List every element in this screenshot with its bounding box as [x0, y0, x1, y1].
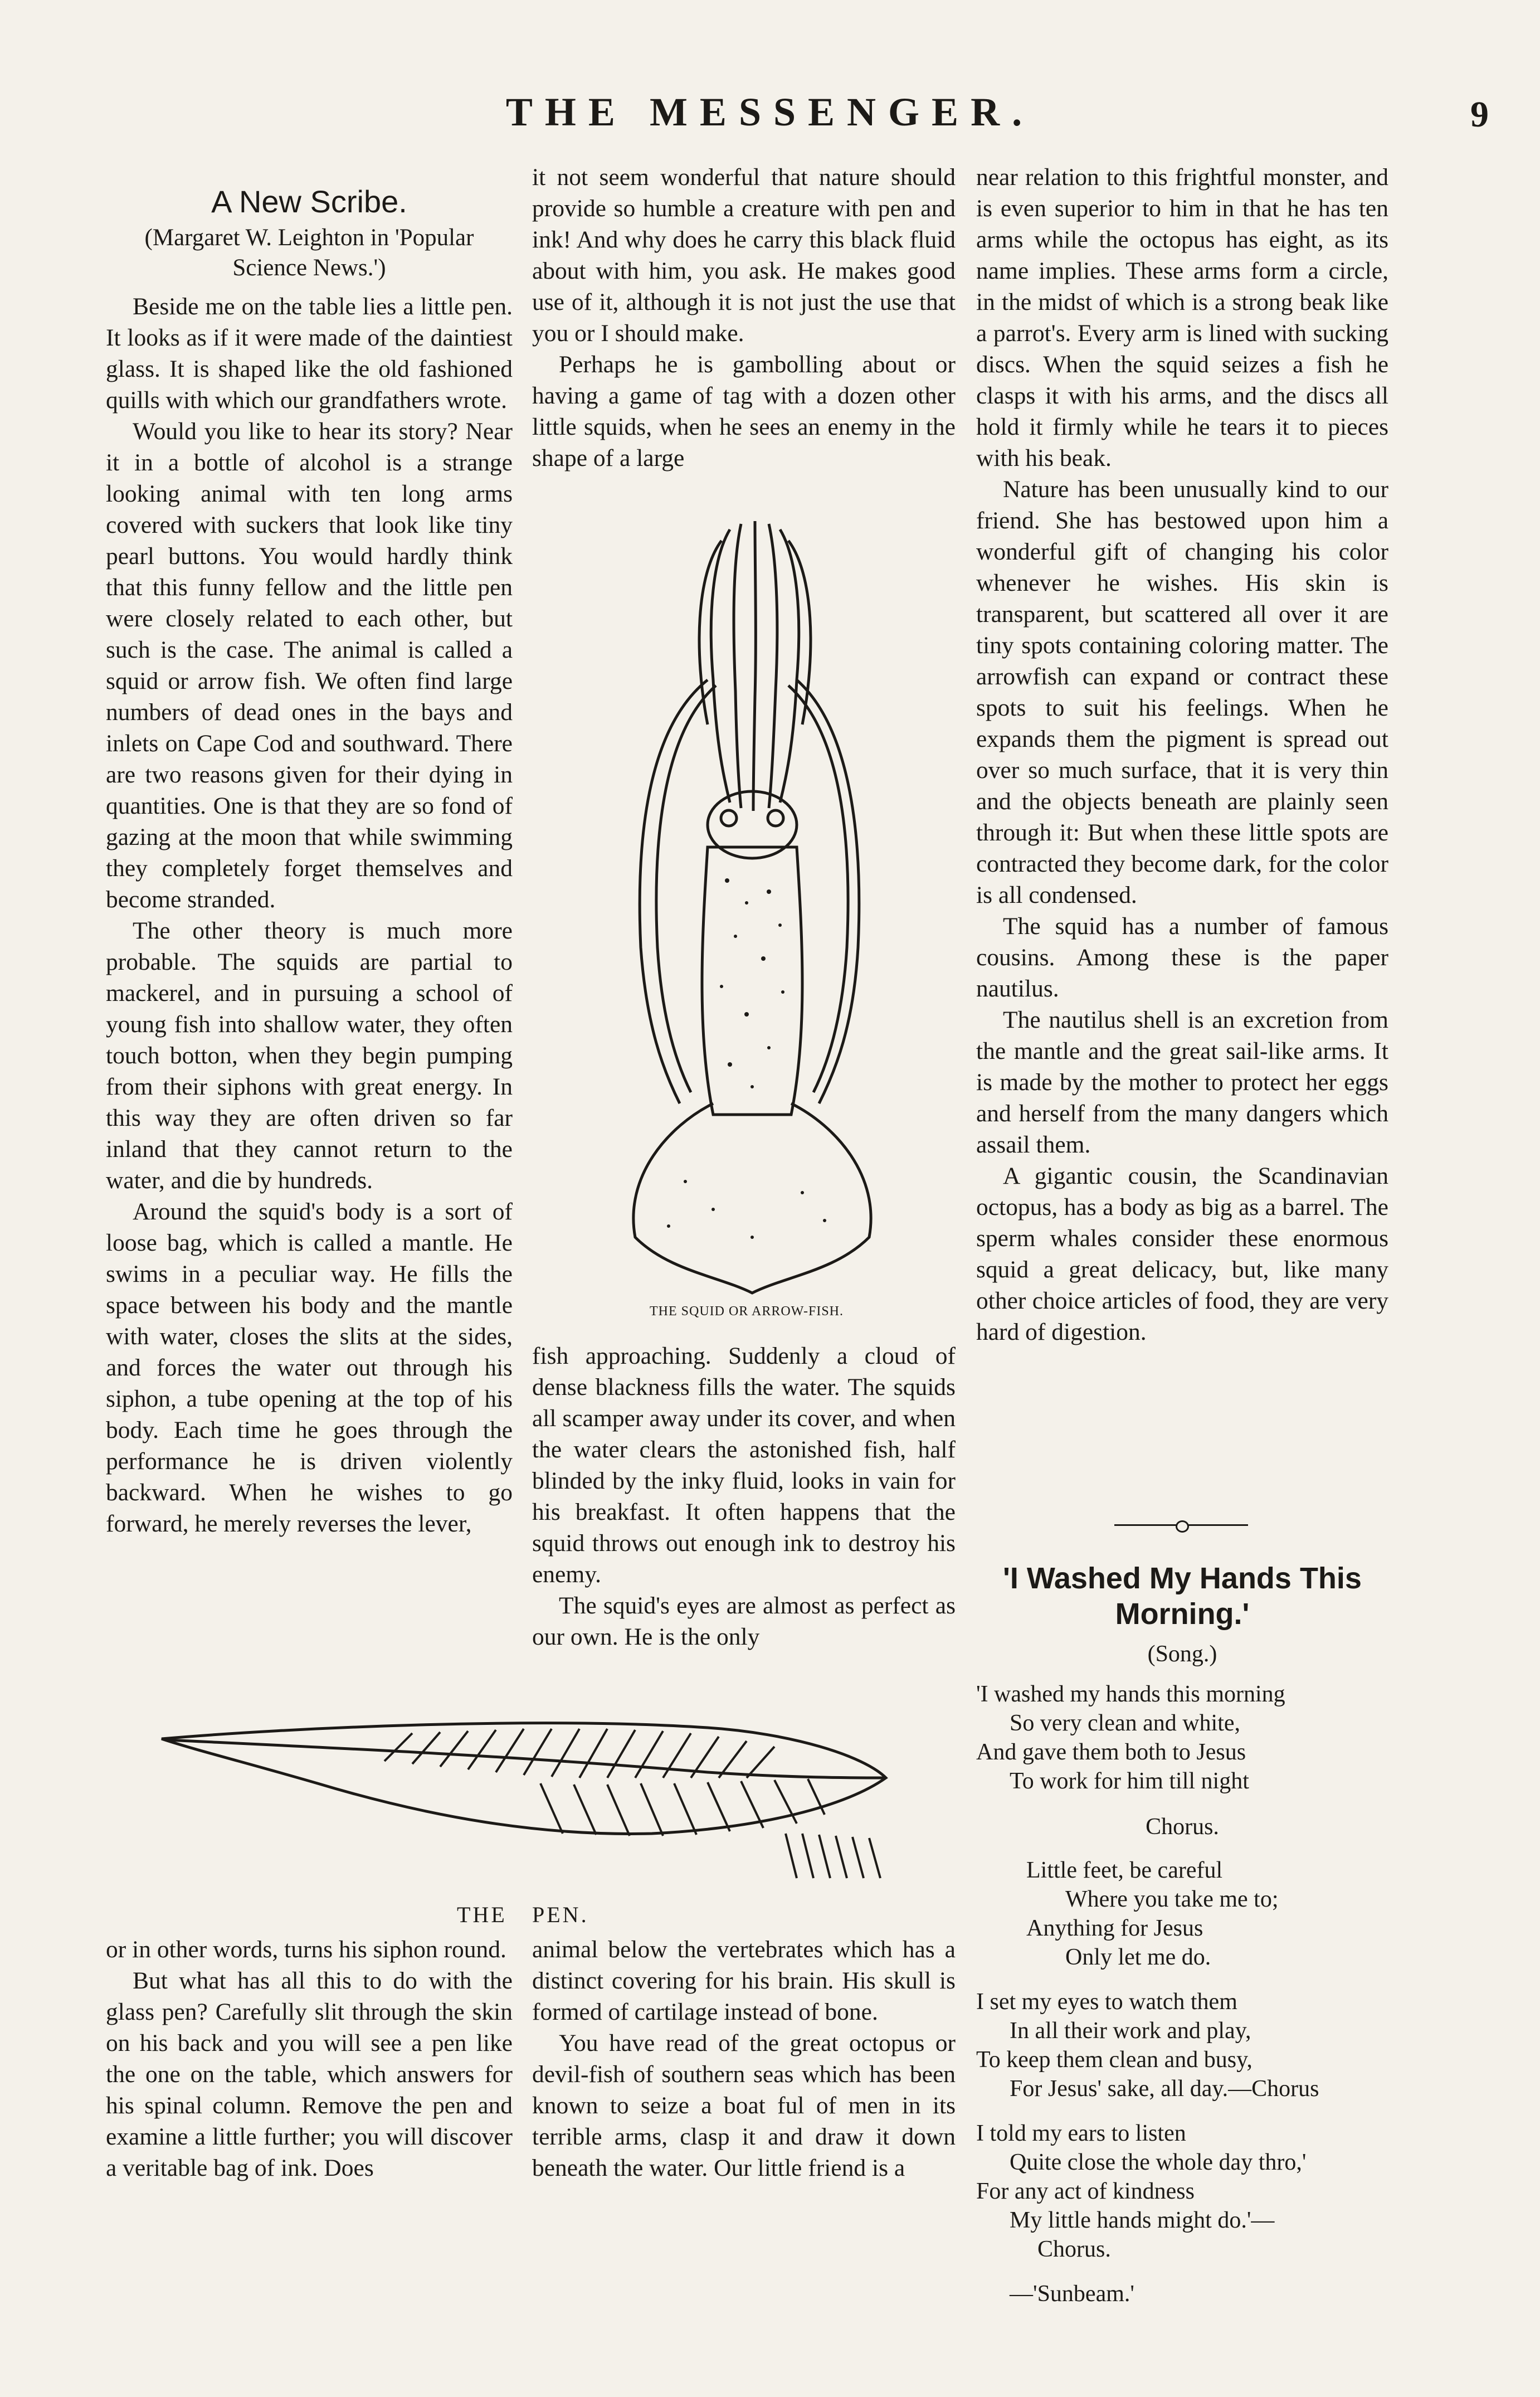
paragraph: You have read of the great octopus or devil-fish of southern seas which has been known to seize a boat ful of men in its terrible arms, clasp it and draw it down beneath the water. Our little friend is a: [532, 2030, 956, 2181]
verse-line: For any act of kindness: [976, 2179, 1195, 2204]
paragraph: The other theory is much more probable. The squids are partial to mackerel, and in pursuing a school of young fish into shallow water, they often touch botton, when they begin pumping from their siphons with great energy. In this way they are often driven so far inland that they cannot return to the water, and die by hundreds.: [106, 917, 513, 1194]
article-column-3: [976, 162, 1388, 1348]
paragraph: it not seem wonderful that nature should provide so humble a creature with pen and ink! And why does he carry this black fluid about with him, you ask. He makes good use of it, although it is not just the use that you or I should make.: [532, 164, 956, 347]
verse-line: So very clean and white,: [1010, 1710, 1241, 1736]
verse-line: I told my ears to listen: [976, 2121, 1186, 2146]
article-column-2-top: [532, 162, 956, 474]
song-subtitle: (Song.): [1147, 1641, 1217, 1667]
paragraph: But what has all this to do with the glass pen? Carefully slit through the skin on his back and you will see a pen like the one on the table, which answers for his spinal column. Remove the pen and examine a little further; you will discover a veritable bag of ink. Does: [106, 1967, 513, 2181]
paragraph: Would you like to hear its story? Near it in a bottle of alcohol is a strange looking animal with ten long arms covered with suckers that look like tiny pearl buttons. You would hardly think that this funny fellow and the little pen were closely related to each other, but such is the case. The animal is called a squid or arrow fish. We often find large numbers of dead ones in the bays and inlets on Cape Cod and southward. There are two reasons given for their dying in quantities. One is that they are so fond of gazing at the moon that while swimming they completely forget themselves and become stranded.: [106, 418, 513, 913]
verse-line: Only let me do.: [1065, 1944, 1211, 1970]
paragraph: A gigantic cousin, the Scandinavian octopus, has a body as big as a barrel. The sperm whales consider these enormous squid a great delicacy, but, like many other choice articles of food, they are very hard of digestion.: [976, 1163, 1388, 1345]
song-chorus: [976, 1856, 1388, 1972]
song-section: [976, 1560, 1388, 2308]
squid-caption: THE SQUID OR ARROW-FISH.: [649, 1304, 844, 1319]
article-column-1: [106, 184, 513, 1539]
paragraph: The squid's eyes are almost as perfect as our own. He is the only: [532, 1592, 956, 1650]
song-verse-3: [976, 2119, 1388, 2264]
verse-line: Little feet, be careful: [1026, 1858, 1223, 1883]
paragraph: near relation to this frightful monster, and is even superior to him in that he has ten arms while the octopus has eight, as its name implies. These arms form a circle, in the midst of which is a strong beak like a parrot's. Every arm is lined with sucking discs. When the squid seizes a fish he clasps it with his arms, and the discs all hold it firmly while he tears it to pieces with his beak.: [976, 164, 1388, 471]
paragraph: Nature has been unusually kind to our friend. She has bestowed upon him a wonderful gift of changing his color whenever he wishes. His skin is transparent, but scattered all over it are tiny spots containing coloring matter. The arrowfish can expand or contract these spots to suit his feelings. When he expands them the pigment is spread out over so much surface, that it is very thin and the objects beneath are plainly seen through it: But when these little spots are contracted they become dark, for the color is all condensed.: [976, 476, 1388, 908]
pen-caption-right: PEN.: [532, 1902, 589, 1927]
verse-line: 'I washed my hands this morning: [976, 1681, 1285, 1707]
paragraph: fish approaching. Suddenly a cloud of dense blackness fills the water. The squids all scamper away under its cover, and when the water clears the astonished fish, half blinded by the inky fluid, looks in vain for his breakfast. It often happens that the squid throws out enough ink to destroy his enemy.: [532, 1343, 956, 1588]
verse-line: Anything for Jesus: [1026, 1915, 1203, 1941]
article-byline: (Margaret W. Leighton in 'Popular Science News.'): [144, 225, 474, 281]
verse-line: And gave them both to Jesus: [976, 1739, 1246, 1765]
paragraph: Beside me on the table lies a little pen. It looks as if it were made of the daintiest glass. It is shaped like the old fashioned quills with which our grandfathers wrote.: [106, 293, 513, 414]
paragraph: or in other words, turns his siphon round.: [106, 1936, 506, 1963]
verse-line: Where you take me to;: [1065, 1887, 1279, 1912]
song-verse-1: [976, 1680, 1388, 1796]
paragraph: Around the squid's body is a sort of loose bag, which is called a mantle. He swims in a peculiar way. He fills the space between his body and the mantle with water, closes the slits at the sides, and forces the water out through his siphon, a tube opening at the top of his body. Each time he goes through the performance he is driven violently backward. When he wishes to go forward, he merely reverses the lever,: [106, 1198, 513, 1537]
verse-line: My little hands might do.'—: [1010, 2208, 1275, 2233]
article-column-2-bottom: [532, 1934, 956, 2184]
page-number: 9: [1470, 94, 1489, 135]
divider-ornament: [1176, 1520, 1189, 1533]
pen-caption-left: THE: [457, 1902, 507, 1927]
chorus-label: Chorus.: [1146, 1814, 1219, 1840]
verse-line: I set my eyes to watch them: [976, 1989, 1237, 2015]
pen-illustration: [150, 1694, 897, 1895]
verse-line: For Jesus' sake, all day.—Chorus: [1010, 2076, 1319, 2102]
verse-line: Chorus.: [1037, 2236, 1111, 2262]
paragraph: animal below the vertebrates which has a distinct covering for his brain. His skull is formed of cartilage instead of bone.: [532, 1936, 956, 2025]
paragraph: The squid has a number of famous cousins. Among these is the paper nautilus.: [976, 913, 1388, 1002]
paragraph: Perhaps he is gambolling about or having a game of tag with a dozen other little squids, when he sees an enemy in the shape of a large: [532, 351, 956, 471]
verse-line: To keep them clean and busy,: [976, 2047, 1253, 2073]
article-column-2-middle: [532, 1340, 956, 1652]
article-column-1-bottom: [106, 1934, 513, 2184]
paragraph: The nautilus shell is an excretion from the mantle and the great sail-like arms. It is made by the mother to protect her eggs and herself from the many dangers which assail them.: [976, 1007, 1388, 1158]
article-title: A New Scribe.: [211, 184, 407, 219]
squid-illustration: [602, 513, 903, 1304]
song-title: 'I Washed My Hands This Morning.': [1003, 1562, 1362, 1631]
song-source: —'Sunbeam.': [1010, 2281, 1134, 2307]
verse-line: To work for him till night: [1010, 1768, 1249, 1794]
verse-line: Quite close the whole day thro,': [1010, 2150, 1307, 2175]
verse-line: In all their work and play,: [1010, 2018, 1251, 2044]
song-verse-2: [976, 1987, 1388, 2103]
masthead: THE MESSENGER.: [505, 90, 1035, 134]
